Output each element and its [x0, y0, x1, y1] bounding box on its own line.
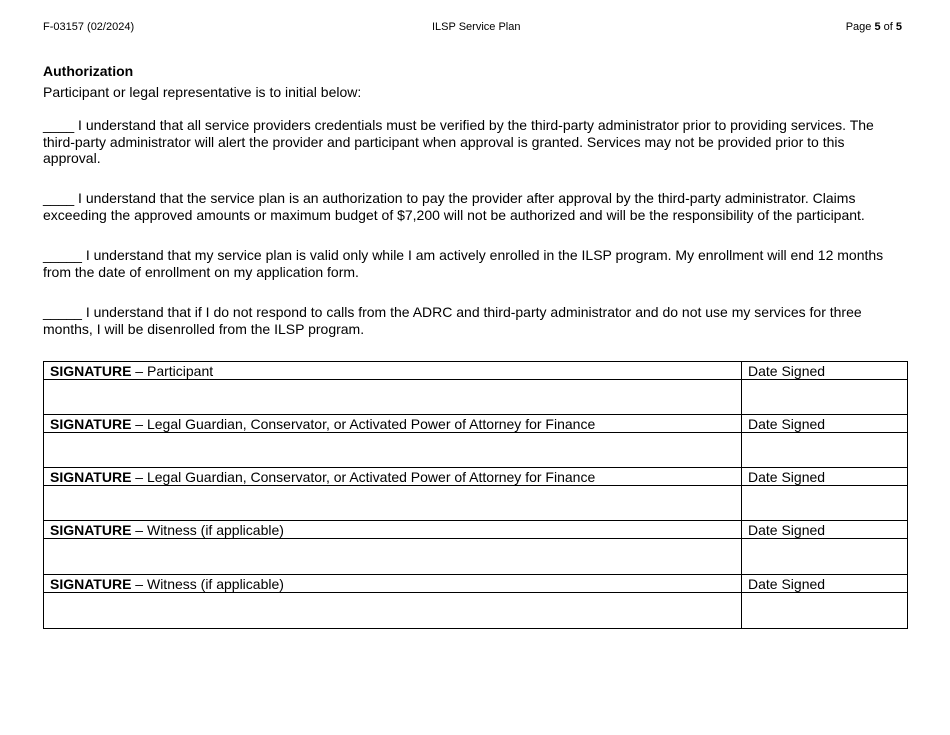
- authorization-heading: Authorization: [43, 63, 134, 79]
- statement-text: I understand that all service providers credentials must be verified by the third-party administrator prior to providing services. The third-party administrator will alert the provider and participant when approval is granted. Services may not be provided prior to this approval.: [43, 117, 874, 166]
- signature-field-guardian-1[interactable]: [44, 433, 742, 468]
- page-indicator: [846, 20, 902, 34]
- date-field-witness-2[interactable]: [742, 593, 908, 629]
- signature-label-row: [44, 521, 908, 539]
- statement-disenrollment: [43, 304, 905, 337]
- signature-strong: SIGNATURE: [50, 575, 132, 592]
- signature-role: – Legal Guardian, Conservator, or Activated Power of Attorney for Finance: [131, 415, 596, 432]
- signature-label: [44, 468, 742, 486]
- signature-label: [44, 415, 742, 433]
- statement-text: I understand that if I do not respond to calls from the ADRC and third-party administrator and do not use my services for three months, I will be disenrolled from the ILSP program.: [43, 304, 862, 337]
- signature-label-row: [44, 415, 908, 433]
- initial-blank[interactable]: ____: [43, 190, 75, 206]
- date-field-witness-1[interactable]: [742, 539, 908, 575]
- date-field-participant[interactable]: [742, 380, 908, 415]
- signature-strong: SIGNATURE: [50, 468, 132, 485]
- signature-strong: SIGNATURE: [50, 415, 132, 432]
- signature-field-guardian-2[interactable]: [44, 486, 742, 521]
- signature-strong: SIGNATURE: [50, 362, 132, 379]
- signature-role: – Witness (if applicable): [131, 575, 284, 592]
- statement-text: I understand that the service plan is an authorization to pay the provider after approval by the third-party administrator. Claims exceeding the approved amounts or maximum budget of $7,200 will not be authorized and will be the responsibility of the participant.: [43, 190, 865, 223]
- signature-label: [44, 362, 742, 380]
- signature-field-participant[interactable]: [44, 380, 742, 415]
- signature-role: – Participant: [131, 362, 214, 379]
- page-prefix: Page: [845, 21, 875, 33]
- date-signed-label: Date Signed: [742, 575, 908, 593]
- page-total: 5: [895, 21, 902, 33]
- initial-blank[interactable]: ____: [43, 117, 75, 133]
- date-signed-label: Date Signed: [742, 468, 908, 486]
- signature-label: [44, 521, 742, 539]
- signature-entry-row: [44, 486, 908, 521]
- date-signed-label: Date Signed: [742, 415, 908, 433]
- signature-label-row: [44, 468, 908, 486]
- statement-credentials: [43, 117, 905, 167]
- signature-entry-row: [44, 593, 908, 629]
- signature-label-row: [44, 362, 908, 380]
- signature-label-row: [44, 575, 908, 593]
- signature-strong: SIGNATURE: [50, 521, 132, 538]
- date-field-guardian-1[interactable]: [742, 433, 908, 468]
- initial-blank[interactable]: _____: [43, 247, 82, 263]
- authorization-intro: Participant or legal representative is to initial below:: [43, 84, 362, 100]
- page-of: of: [880, 21, 896, 33]
- signature-entry-row: [44, 380, 908, 415]
- signature-role: – Legal Guardian, Conservator, or Activated Power of Attorney for Finance: [131, 468, 596, 485]
- date-field-guardian-2[interactable]: [742, 486, 908, 521]
- initial-blank[interactable]: _____: [43, 304, 82, 320]
- statement-text: I understand that my service plan is valid only while I am actively enrolled in the ILSP program. My enrollment will end 12 months from the date of enrollment on my application form.: [43, 247, 884, 280]
- signature-field-witness-2[interactable]: [44, 593, 742, 629]
- statement-enrollment: [43, 247, 905, 280]
- signature-field-witness-1[interactable]: [44, 539, 742, 575]
- document-title: ILSP Service Plan: [432, 21, 521, 33]
- page-current: 5: [874, 21, 881, 33]
- date-signed-label: Date Signed: [742, 362, 908, 380]
- signature-entry-row: [44, 539, 908, 575]
- signature-table: [43, 361, 908, 629]
- statement-payment: [43, 190, 905, 223]
- signature-label: [44, 575, 742, 593]
- date-signed-label: Date Signed: [742, 521, 908, 539]
- signature-role: – Witness (if applicable): [131, 521, 284, 538]
- signature-entry-row: [44, 433, 908, 468]
- form-number: F-03157 (02/2024): [43, 21, 135, 33]
